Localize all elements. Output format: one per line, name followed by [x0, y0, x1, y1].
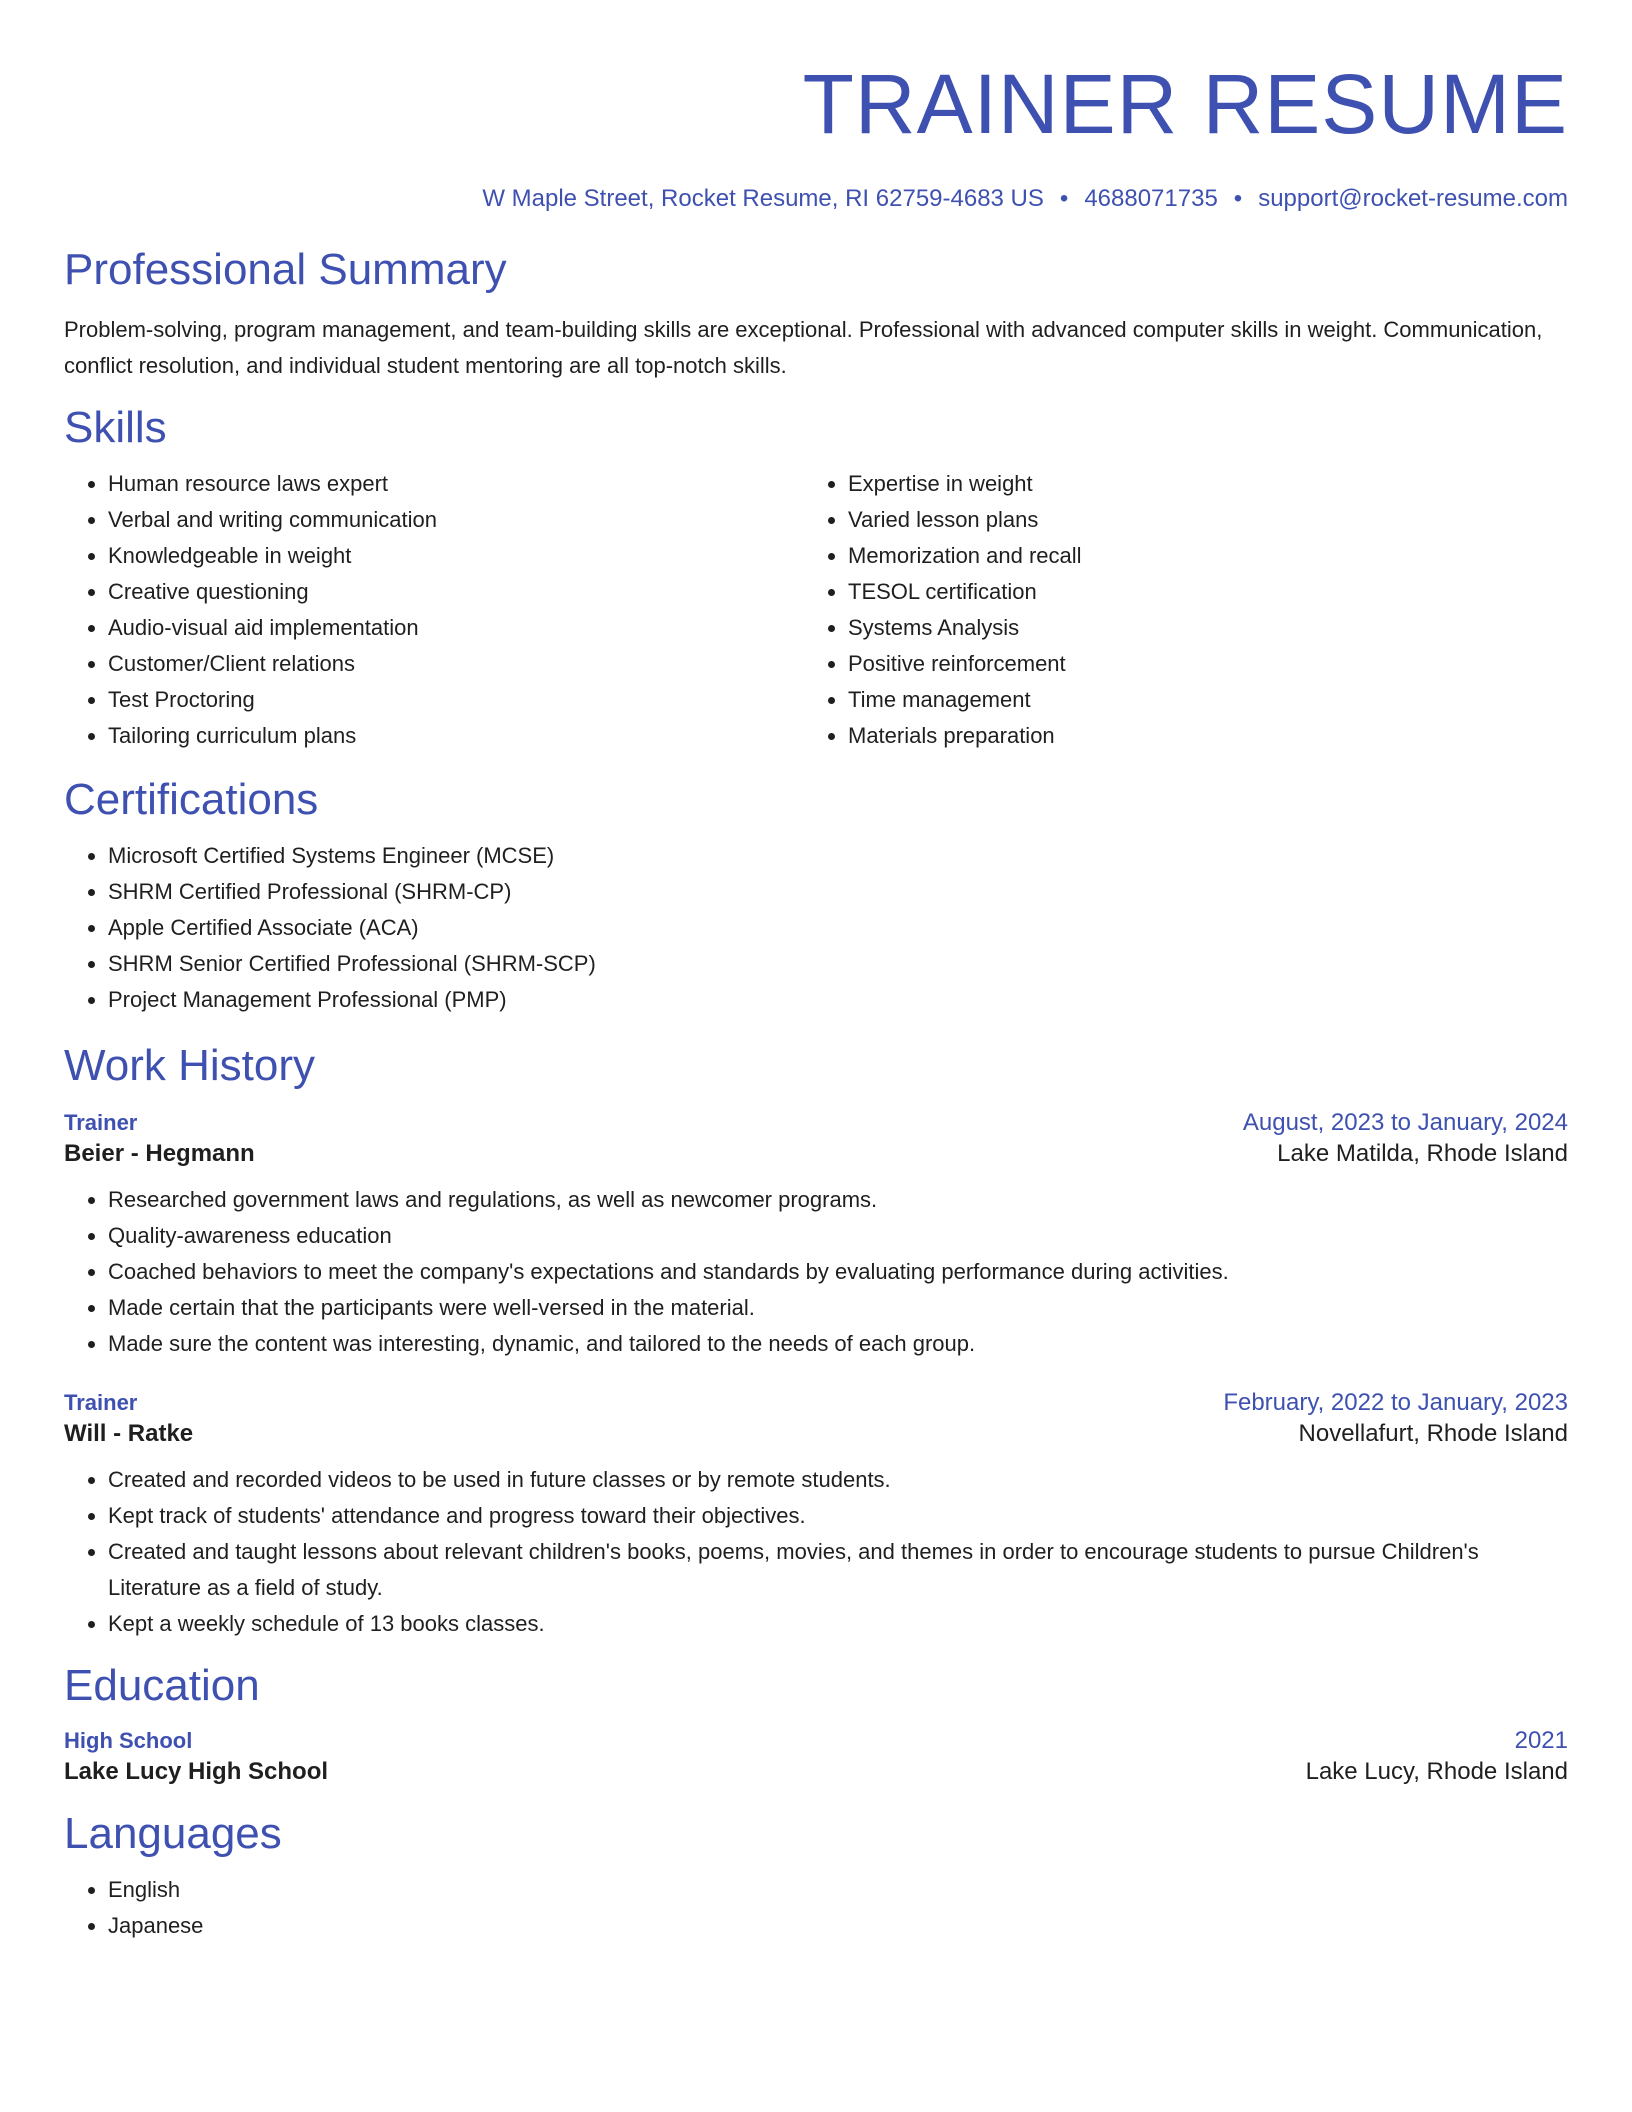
skill-item: • Tailoring curriculum plans: [108, 718, 804, 754]
skills-heading: Skills: [64, 403, 167, 452]
skills-grid: [64, 466, 1568, 754]
job-duty: • Coached behaviors to meet the company's expectations and standards by evaluating performance during activities.: [108, 1254, 1568, 1290]
job-company-row: [64, 1138, 1568, 1170]
job-company: Will - Ratke: [64, 1420, 194, 1447]
job-duty: • Quality-awareness education: [108, 1218, 1568, 1254]
skills-right-column: [804, 466, 1544, 754]
job-location: Novellafurt, Rhode Island: [1298, 1420, 1568, 1447]
skill-item: • Verbal and writing communication: [108, 502, 804, 538]
certification-item: • Project Management Professional (PMP): [108, 982, 1568, 1018]
job-dates: February, 2022 to January, 2023: [1223, 1389, 1568, 1416]
skills-list-right: [804, 466, 1544, 754]
certification-item: • SHRM Senior Certified Professional (SHRM-SCP): [108, 946, 1568, 982]
job-dates: August, 2023 to January, 2024: [1242, 1109, 1568, 1136]
languages-heading: Languages: [64, 1809, 282, 1858]
education-location: Lake Lucy, Rhode Island: [1305, 1758, 1568, 1785]
job-entry: [64, 1108, 1568, 1362]
education-school-row: [64, 1756, 1568, 1788]
job-role: Trainer: [64, 1110, 138, 1135]
job-title-row: [64, 1108, 1568, 1138]
job-entry: [64, 1388, 1568, 1642]
language-item: • English: [108, 1872, 1568, 1908]
separator-dot: •: [1059, 185, 1069, 212]
skill-item: • Memorization and recall: [848, 538, 1544, 574]
job-company-row: [64, 1418, 1568, 1450]
certification-item: • Microsoft Certified Systems Engineer (MCSE): [108, 838, 1568, 874]
job-company: Beier - Hegmann: [64, 1140, 255, 1167]
certification-item: • Apple Certified Associate (ACA): [108, 910, 1568, 946]
education-school: Lake Lucy High School: [64, 1758, 329, 1785]
job-duty: • Made certain that the participants were well-versed in the material.: [108, 1290, 1568, 1326]
job-title-row: [64, 1388, 1568, 1418]
certification-item: • SHRM Certified Professional (SHRM-CP): [108, 874, 1568, 910]
email-link[interactable]: support@rocket-resume.com: [1258, 185, 1568, 212]
skills-left-column: [64, 466, 804, 754]
education-entry: [64, 1726, 1568, 1788]
skill-item: • Systems Analysis: [848, 610, 1544, 646]
job-location: Lake Matilda, Rhode Island: [1277, 1140, 1568, 1167]
job-duties-list: [64, 1182, 1568, 1362]
skill-item: • Time management: [848, 682, 1544, 718]
contact-line: [64, 184, 1568, 214]
skill-item: • Positive reinforcement: [848, 646, 1544, 682]
education-degree: High School: [64, 1728, 193, 1753]
education-heading: Education: [64, 1661, 260, 1710]
job-duty: • Kept a weekly schedule of 13 books classes.: [108, 1606, 1568, 1642]
address-text: W Maple Street, Rocket Resume, RI 62759-4683 US: [482, 185, 1044, 212]
certifications-list: [64, 838, 1568, 1018]
skill-item: • Audio-visual aid implementation: [108, 610, 804, 646]
skill-item: • Customer/Client relations: [108, 646, 804, 682]
skill-item: • Creative questioning: [108, 574, 804, 610]
job-duty: • Created and taught lessons about relevant children's books, poems, movies, and themes in order to encourage students to pursue Children's Literature as a field of study.: [108, 1534, 1568, 1606]
summary-heading: Professional Summary: [64, 245, 507, 294]
skills-list-left: [64, 466, 804, 754]
job-duty: • Kept track of students' attendance and progress toward their objectives.: [108, 1498, 1568, 1534]
skill-item: • Test Proctoring: [108, 682, 804, 718]
job-role: Trainer: [64, 1390, 138, 1415]
education-year: 2021: [1514, 1727, 1568, 1754]
skill-item: • TESOL certification: [848, 574, 1544, 610]
job-duties-list: [64, 1462, 1568, 1642]
certifications-heading: Certifications: [64, 775, 319, 824]
skill-item: • Human resource laws expert: [108, 466, 804, 502]
work-history-heading: Work History: [64, 1041, 315, 1090]
language-item: • Japanese: [108, 1908, 1568, 1944]
job-duty: • Researched government laws and regulations, as well as newcomer programs.: [108, 1182, 1568, 1218]
resume-header: [64, 58, 1568, 214]
resume-title: TRAINER RESUME: [802, 57, 1568, 151]
skill-item: • Materials preparation: [848, 718, 1544, 754]
skill-item: • Varied lesson plans: [848, 502, 1544, 538]
languages-list: [64, 1872, 1568, 1944]
job-duty: • Made sure the content was interesting, dynamic, and tailored to the needs of each group.: [108, 1326, 1568, 1362]
job-duty: • Created and recorded videos to be used in future classes or by remote students.: [108, 1462, 1568, 1498]
phone-text: 4688071735: [1084, 185, 1218, 212]
education-degree-row: [64, 1726, 1568, 1756]
skill-item: • Knowledgeable in weight: [108, 538, 804, 574]
separator-dot: •: [1233, 185, 1243, 212]
skill-item: • Expertise in weight: [848, 466, 1544, 502]
summary-text: Problem-solving, program management, and team-building skills are exceptional. Professional with advanced computer skills in weight. Communication, conflict resolution, and individual student mentoring are all top-notch skills.: [64, 317, 1543, 378]
